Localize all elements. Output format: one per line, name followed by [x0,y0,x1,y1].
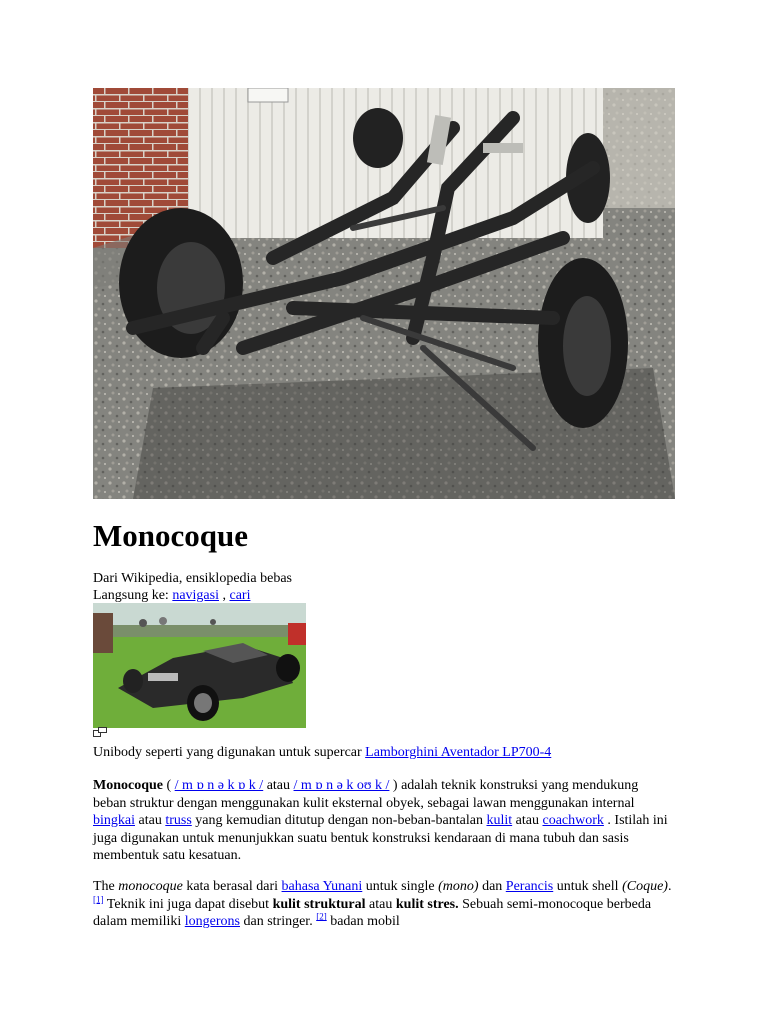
page-title: Monocoque [93,518,248,553]
paragraph-etymology: The monocoque kata berasal dari bahasa Yunani untuk single (mono) dan Perancis untuk shell (Coque). [1] Teknik ini juga dapat disebut kulit struktural atau kulit stres. Sebuah semi-monocoque berbeda dalam memiliki longerons dan stringer. [2] badan mobil [93,879,672,929]
longerons-link[interactable]: longerons [184,914,240,929]
ipa-link-2[interactable]: / m ɒ n ə k oʊ k / [293,778,390,793]
enlarge-icon[interactable] [93,727,107,737]
paragraph-intro: Monocoque ( / m ɒ n ə k ɒ k / atau / m ɒ n ə k oʊ k / ) adalah teknik konstruksi yang mendukung beban struktur dengan menggunakan kulit eksternal obyek, sebagai lawan menggunakan internal bingkai atau truss yang kemudian ditutup dengan non-beban-bantalan kulit atau coachwork . Istilah ini juga digunakan untuk menunjukkan suatu bentuk konstruksi kendaraan di mana tubuh dan sasis membentuk satu kesatuan. [93,778,668,863]
car-chassis-photo [93,88,675,499]
coachwork-link[interactable]: coachwork [542,813,604,828]
navigation-link[interactable]: navigasi [172,588,219,603]
jump-separator: , [222,588,226,603]
yunani-link[interactable]: bahasa Yunani [281,879,363,894]
ipa-link-1[interactable]: / m ɒ n ə k ɒ k / [174,778,264,793]
reference-2[interactable]: [2] [316,911,327,922]
jump-links [93,587,250,604]
term-monocoque: Monocoque [93,778,163,793]
bingkai-link[interactable]: bingkai [93,813,135,828]
perancis-link[interactable]: Perancis [505,879,554,894]
lamborghini-link[interactable]: Lamborghini Aventador LP700-4 [365,745,552,760]
truss-link[interactable]: truss [165,813,192,828]
image-caption: Unibody seperti yang digunakan untuk supercar Lamborghini Aventador LP700-4 [93,745,552,760]
jump-label: Langsung ke: [93,588,169,603]
reference-1[interactable]: [1] [93,893,104,904]
search-link[interactable]: cari [229,588,251,603]
supercar-chassis-photo[interactable] [93,603,306,728]
kulit-link[interactable]: kulit [486,813,513,828]
from-wikipedia: Dari Wikipedia, ensiklopedia bebas [93,571,293,586]
